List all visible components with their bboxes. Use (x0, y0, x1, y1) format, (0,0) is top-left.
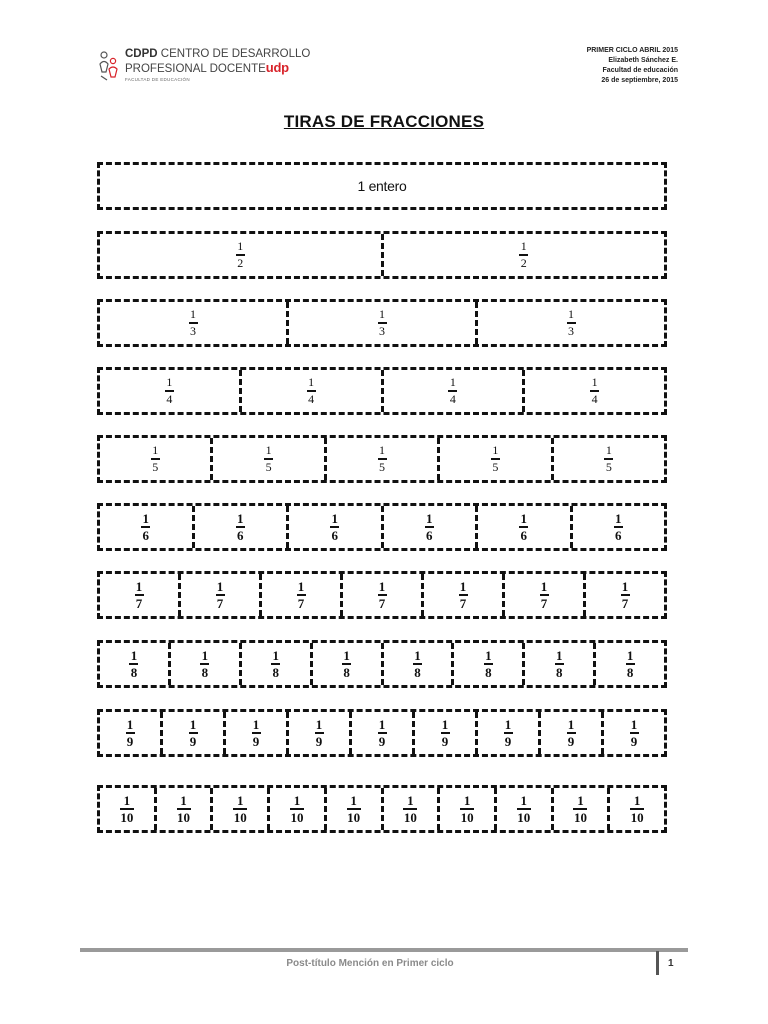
strip-cell (604, 712, 664, 754)
strip-2 (97, 231, 667, 279)
logo-faculty: FACULTAD DE EDUCACIÓN (125, 77, 190, 82)
fraction-denominator: 6 (426, 527, 433, 543)
fraction-label (604, 444, 613, 473)
fraction-label (216, 580, 225, 609)
strip-cell (384, 370, 526, 412)
fraction-label (330, 512, 339, 541)
fraction-label (233, 794, 247, 823)
strip-cell (554, 438, 664, 480)
footer-text: Post-título Mención en Primer ciclo (286, 958, 454, 969)
fraction-denominator: 5 (492, 459, 499, 474)
strip-6 (97, 503, 667, 551)
fraction-numerator: 1 (520, 511, 527, 527)
fraction-denominator: 6 (615, 527, 622, 543)
fraction-label (315, 718, 324, 747)
fraction-numerator: 1 (379, 443, 386, 458)
fraction-numerator: 1 (378, 717, 386, 733)
fraction-label (540, 580, 549, 609)
fraction-denominator: 9 (315, 733, 323, 749)
strip-cell (157, 788, 214, 830)
fraction-denominator: 10 (120, 809, 134, 825)
strip-cell (440, 788, 497, 830)
header-author: Elizabeth Sánchez E. (608, 57, 678, 64)
strip-cell (525, 643, 596, 685)
fraction-denominator: 9 (630, 733, 638, 749)
strip-10 (97, 785, 667, 833)
fraction-label (459, 580, 468, 609)
fraction-label (135, 580, 144, 609)
fraction-denominator: 8 (201, 664, 209, 680)
logo-udp-brand: udp (265, 60, 289, 75)
strip-cell (100, 370, 242, 412)
fraction-numerator: 1 (135, 579, 143, 595)
fraction-denominator: 8 (626, 664, 634, 680)
logo-text (125, 48, 310, 83)
fraction-denominator: 7 (621, 595, 629, 611)
strip-8 (97, 640, 667, 688)
footer-separator (656, 951, 659, 975)
fraction-label (517, 794, 531, 823)
fraction-denominator: 2 (520, 255, 527, 270)
fraction-label (378, 308, 387, 337)
strip-cell (262, 574, 343, 616)
fraction-numerator: 1 (463, 793, 471, 809)
strip-cell (270, 788, 327, 830)
fraction-label (441, 718, 450, 747)
fraction-denominator: 4 (449, 391, 456, 406)
fraction-numerator: 1 (189, 717, 197, 733)
fraction-denominator: 3 (568, 323, 574, 338)
fraction-label (189, 718, 198, 747)
fraction-numerator: 1 (166, 375, 173, 390)
fraction-numerator: 1 (485, 648, 492, 664)
fraction-numerator: 1 (237, 793, 244, 809)
fraction-numerator: 1 (504, 717, 512, 733)
strip-cell (541, 712, 604, 754)
fraction-label (378, 444, 387, 473)
strip-4 (97, 367, 667, 415)
fraction-label (519, 512, 528, 541)
fraction-denominator: 6 (520, 527, 527, 543)
fraction-denominator: 6 (331, 527, 338, 543)
fraction-numerator: 1 (350, 793, 357, 809)
strip-cell (100, 302, 289, 344)
page-title: TIRAS DE FRACCIONES (283, 112, 485, 131)
fraction-label (630, 794, 644, 823)
strip-cell (100, 712, 163, 754)
strip-cell (327, 788, 384, 830)
strip-cell (100, 788, 157, 830)
fraction-denominator: 10 (233, 809, 247, 825)
fraction-label (567, 718, 576, 747)
fraction-label (189, 308, 198, 337)
fraction-denominator: 3 (190, 323, 196, 338)
fraction-denominator: 5 (605, 459, 612, 474)
fraction-denominator: 7 (216, 595, 224, 611)
fraction-denominator: 5 (152, 459, 159, 474)
fraction-label (347, 794, 361, 823)
strip-cell (343, 574, 424, 616)
fraction-denominator: 10 (403, 809, 417, 825)
fraction-numerator: 1 (555, 648, 563, 664)
fraction-numerator: 1 (190, 307, 196, 322)
strip-cell (181, 574, 262, 616)
fraction-label (141, 512, 150, 541)
fraction-label (448, 376, 457, 405)
people-logo-icon (98, 50, 120, 82)
fraction-label (573, 794, 587, 823)
strip-cell (100, 234, 384, 276)
strip-cell (415, 712, 478, 754)
fraction-denominator: 8 (485, 664, 492, 680)
fraction-denominator: 4 (308, 391, 315, 406)
fraction-denominator: 5 (265, 459, 272, 474)
header-cycle: PRIMER CICLO ABRIL 2015 (586, 47, 678, 54)
strip-7 (97, 571, 667, 619)
fraction-numerator: 1 (180, 793, 187, 809)
fraction-label (460, 794, 474, 823)
strip-cell (100, 438, 213, 480)
fraction-numerator: 1 (237, 239, 244, 254)
fraction-numerator: 1 (633, 793, 641, 809)
fraction-label (413, 649, 422, 678)
fraction-numerator: 1 (315, 717, 323, 733)
fraction-denominator: 8 (272, 664, 279, 680)
strip-cell (384, 643, 455, 685)
fraction-denominator: 10 (290, 809, 304, 825)
fraction-numerator: 1 (540, 579, 548, 595)
fraction-denominator: 9 (126, 733, 134, 749)
fraction-numerator: 1 (630, 717, 638, 733)
whole-label: 1 entero (357, 178, 407, 194)
fraction-numerator: 1 (567, 717, 575, 733)
fraction-numerator: 1 (142, 511, 149, 527)
fraction-numerator: 1 (331, 511, 338, 527)
strip-cell (100, 165, 664, 207)
strip-cell (195, 506, 290, 548)
fraction-label (236, 512, 245, 541)
fraction-numerator: 1 (379, 307, 385, 322)
fraction-label (126, 718, 135, 747)
fraction-numerator: 1 (126, 717, 134, 733)
fraction-label (200, 649, 209, 678)
fraction-label (177, 794, 191, 823)
strip-3 (97, 299, 667, 347)
fraction-numerator: 1 (130, 648, 138, 664)
fraction-label (403, 794, 417, 823)
fraction-numerator: 1 (252, 717, 260, 733)
strip-cell (242, 643, 313, 685)
fraction-label (614, 512, 623, 541)
fraction-label (264, 444, 273, 473)
fraction-denominator: 10 (573, 809, 587, 825)
logo-center-name: CENTRO DE DESARROLLO (160, 48, 311, 60)
fraction-denominator: 2 (237, 255, 244, 270)
fraction-numerator: 1 (123, 793, 131, 809)
header-faculty: Facultad de educación (602, 67, 678, 74)
fraction-denominator: 10 (177, 809, 191, 825)
fraction-denominator: 8 (414, 664, 421, 680)
fraction-label (378, 718, 387, 747)
cdpd-logo (98, 48, 328, 88)
fraction-denominator: 9 (441, 733, 449, 749)
fraction-label (307, 376, 316, 405)
strip-cell (478, 506, 573, 548)
fraction-numerator: 1 (407, 793, 414, 809)
strip-cell (384, 788, 441, 830)
header-date: 26 de septiembre, 2015 (601, 77, 678, 84)
fraction-denominator: 10 (630, 809, 644, 825)
fraction-label (252, 718, 261, 747)
fraction-numerator: 1 (237, 511, 244, 527)
fraction-label (425, 512, 434, 541)
fraction-numerator: 1 (272, 648, 279, 664)
fraction-denominator: 10 (460, 809, 474, 825)
strip-5 (97, 435, 667, 483)
fraction-denominator: 10 (347, 809, 361, 825)
fraction-denominator: 9 (567, 733, 575, 749)
fraction-numerator: 1 (577, 793, 584, 809)
fraction-denominator: 7 (378, 595, 386, 611)
strip-cell (424, 574, 505, 616)
page-number: 1 (668, 958, 674, 969)
strip-cell (289, 302, 478, 344)
strip-cell (440, 438, 553, 480)
fraction-denominator: 9 (252, 733, 260, 749)
fraction-denominator: 9 (504, 733, 512, 749)
fraction-label (290, 794, 304, 823)
fraction-numerator: 1 (615, 511, 622, 527)
strip-cell (497, 788, 554, 830)
strip-cell (242, 370, 384, 412)
fraction-label (491, 444, 500, 473)
strip-cell (478, 712, 541, 754)
fraction-numerator: 1 (308, 375, 315, 390)
fraction-denominator: 10 (517, 809, 531, 825)
fraction-numerator: 1 (297, 579, 305, 595)
fraction-label (519, 240, 528, 269)
fraction-denominator: 3 (379, 323, 385, 338)
fraction-label (151, 444, 160, 473)
fraction-numerator: 1 (591, 375, 598, 390)
fraction-label (342, 649, 351, 678)
strip-cell (525, 370, 664, 412)
fraction-label (484, 649, 493, 678)
header-info (587, 46, 678, 86)
fraction-label (378, 580, 387, 609)
fraction-denominator: 5 (379, 459, 386, 474)
fraction-label (236, 240, 245, 269)
fraction-denominator: 6 (142, 527, 149, 543)
strip-cell (171, 643, 242, 685)
fraction-label (567, 308, 576, 337)
strip-cell (505, 574, 586, 616)
strip-whole (97, 162, 667, 210)
strip-cell (327, 438, 440, 480)
fraction-denominator: 8 (343, 664, 350, 680)
fraction-label (297, 580, 306, 609)
fraction-numerator: 1 (216, 579, 224, 595)
strip-cell (163, 712, 226, 754)
fraction-denominator: 4 (166, 391, 173, 406)
fraction-denominator: 8 (130, 664, 138, 680)
fraction-denominator: 9 (189, 733, 197, 749)
strip-cell (586, 574, 664, 616)
fraction-numerator: 1 (265, 443, 272, 458)
fraction-denominator: 7 (459, 595, 467, 611)
fraction-numerator: 1 (626, 648, 634, 664)
fraction-label (271, 649, 280, 678)
strip-cell (100, 643, 171, 685)
fraction-label (626, 649, 635, 678)
fraction-numerator: 1 (520, 239, 527, 254)
fraction-label (621, 580, 630, 609)
fraction-numerator: 1 (293, 793, 301, 809)
strip-cell (596, 643, 664, 685)
fraction-denominator: 7 (297, 595, 305, 611)
fraction-numerator: 1 (201, 648, 209, 664)
strip-cell (289, 506, 384, 548)
fraction-denominator: 6 (237, 527, 244, 543)
fraction-denominator: 8 (555, 664, 563, 680)
fraction-numerator: 1 (414, 648, 421, 664)
strip-cell (313, 643, 384, 685)
fraction-numerator: 1 (426, 511, 433, 527)
fraction-label (555, 649, 564, 678)
fraction-numerator: 1 (378, 579, 386, 595)
logo-abbr: CDPD (125, 48, 158, 60)
fraction-numerator: 1 (568, 307, 574, 322)
fraction-numerator: 1 (492, 443, 499, 458)
strip-cell (352, 712, 415, 754)
strip-cell (454, 643, 525, 685)
fraction-label (120, 794, 134, 823)
fraction-numerator: 1 (621, 579, 629, 595)
strip-cell (213, 788, 270, 830)
strip-cell (384, 234, 665, 276)
fraction-denominator: 7 (540, 595, 548, 611)
strip-cell (100, 506, 195, 548)
fraction-label (129, 649, 138, 678)
fraction-denominator: 4 (591, 391, 598, 406)
fraction-denominator: 7 (135, 595, 143, 611)
fraction-numerator: 1 (520, 793, 528, 809)
strip-cell (226, 712, 289, 754)
fraction-numerator: 1 (152, 443, 159, 458)
fraction-label (630, 718, 639, 747)
fraction-numerator: 1 (605, 443, 612, 458)
fraction-denominator: 9 (378, 733, 386, 749)
strip-cell (554, 788, 611, 830)
strip-cell (573, 506, 665, 548)
fraction-label (165, 376, 174, 405)
fraction-label (504, 718, 513, 747)
fraction-numerator: 1 (459, 579, 467, 595)
strip-9 (97, 709, 667, 757)
logo-line-2 (125, 61, 310, 76)
footer-rule (80, 948, 688, 952)
fraction-numerator: 1 (441, 717, 449, 733)
strip-cell (213, 438, 326, 480)
strip-cell (100, 574, 181, 616)
fraction-label (590, 376, 599, 405)
strip-cell (384, 506, 479, 548)
fraction-numerator: 1 (343, 648, 350, 664)
strip-cell (478, 302, 664, 344)
fraction-numerator: 1 (449, 375, 456, 390)
strip-cell (289, 712, 352, 754)
logo-profesional-docente: PROFESIONAL DOCENTE (125, 63, 266, 75)
strip-cell (610, 788, 664, 830)
